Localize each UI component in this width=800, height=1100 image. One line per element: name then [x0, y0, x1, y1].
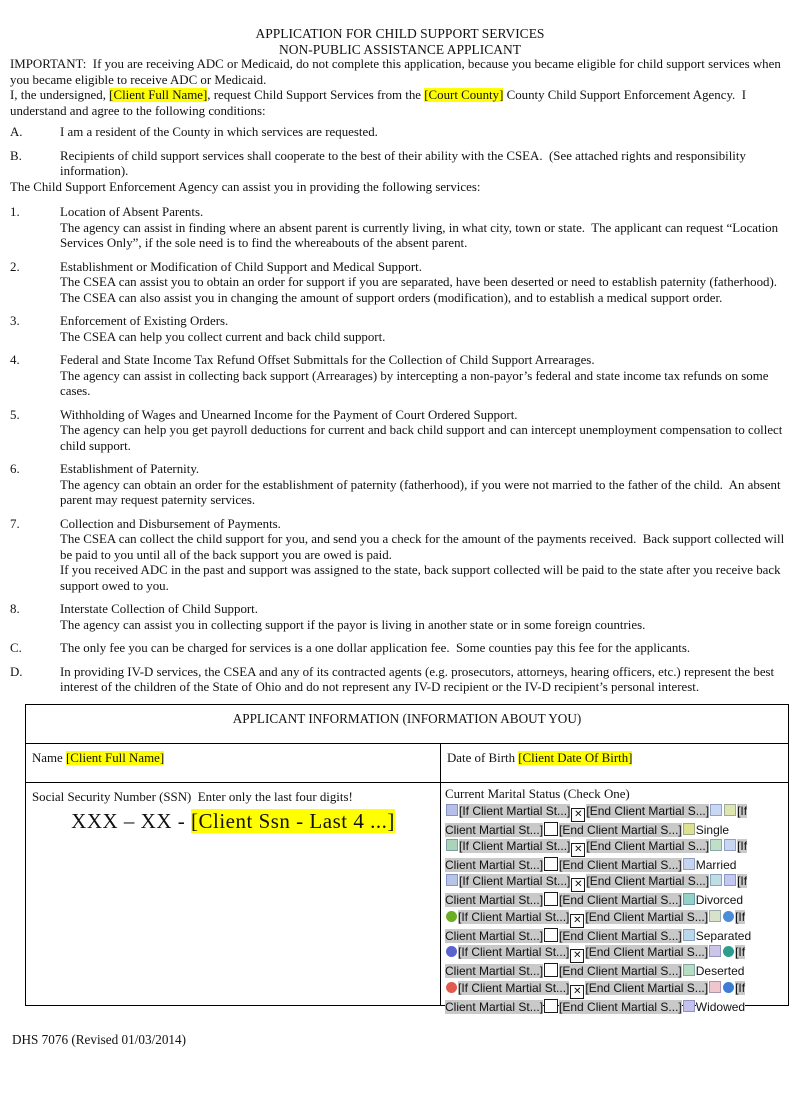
service-number: 7.	[10, 516, 20, 531]
status-dot-icon	[446, 982, 457, 993]
condition-text: The only fee you can be charged for services is a one dollar application fee. Some counties pay this fee for the applicants.	[60, 641, 691, 655]
service-body: The agency can obtain an order for the establishment of paternity (fatherhood), if you were not married to the father of the child. An absent parent may request paternity services.	[60, 477, 784, 507]
merge-field-code: [End Client Martial S...]	[585, 945, 709, 960]
ssn-value-line	[32, 809, 434, 834]
service-title: Establishment or Modification of Child Support and Medical Support.	[60, 259, 422, 274]
marital-row-divorced	[445, 873, 786, 908]
condition-item-a	[10, 125, 790, 141]
service-item-2	[10, 260, 790, 307]
status-box-icon	[683, 929, 695, 941]
undersigned-paragraph	[10, 88, 790, 119]
service-number: 8.	[10, 602, 20, 616]
merge-field-code: Client Martial St...]	[445, 822, 544, 837]
applicant-table-header: APPLICANT INFORMATION (INFORMATION ABOUT YOU)	[26, 705, 788, 744]
service-number: 1.	[10, 205, 20, 219]
marital-status-label: Separated	[695, 928, 752, 943]
marital-checkbox-checked[interactable]: ✕	[570, 985, 584, 999]
service-title: Federal and State Income Tax Refund Offset Submittals for the Collection of Child Support Arrearages.	[60, 353, 595, 367]
merge-field-code: [End Client Martial S...]	[586, 838, 710, 853]
status-box-icon	[683, 964, 695, 976]
service-number: 4.	[10, 353, 20, 367]
status-dot-icon	[723, 982, 734, 993]
name-label: Name	[32, 750, 67, 765]
condition-item-d	[10, 665, 790, 696]
condition-item-b	[10, 149, 790, 180]
service-body: The agency can assist you in collecting support if the payor is living in another state or in some foreign countries.	[60, 617, 646, 632]
client-ssn-last4-field[interactable]: [Client Ssn - Last 4 ...]	[191, 808, 395, 833]
marital-row-line	[445, 892, 786, 908]
merge-field-code: Client Martial St...]	[445, 928, 544, 943]
client-dob-field[interactable]: [Client Date Of Birth]	[518, 750, 633, 765]
service-title: Enforcement of Existing Orders.	[60, 314, 229, 328]
merge-field-code: [If	[737, 838, 748, 853]
table-row	[26, 782, 788, 1014]
service-number: 2.	[10, 259, 20, 274]
service-body: The agency can help you get payroll deductions for current and back child support and can intercept unemployment compensation to collect child support.	[60, 423, 786, 453]
marital-status-label: Married	[695, 857, 737, 872]
marital-row-line	[445, 999, 786, 1015]
merge-field-code: [End Client Martial S...]	[559, 928, 682, 943]
marital-row-line	[445, 944, 786, 963]
merge-field-code: [End Client Martial S...]	[559, 822, 682, 837]
merge-field-code: [End Client Martial S...]	[585, 909, 709, 924]
service-body: The CSEA can collect the child support for you, and send you a check for the amount of the payments received. Back support collected will be paid to you until all of the back support you are owed is paid.	[60, 532, 788, 562]
merge-field-code: [If	[735, 909, 746, 924]
marital-checkbox-unchecked[interactable]	[544, 928, 558, 942]
marital-checkbox-unchecked[interactable]	[544, 999, 558, 1013]
merge-field-code: [End Client Martial S...]	[559, 893, 682, 908]
dob-label: Date of Birth	[447, 750, 519, 765]
undersigned-text-mid: , request Child Support Services from the	[207, 88, 425, 102]
merge-field-code: [End Client Martial S...]	[585, 980, 709, 995]
page-subtitle: NON-PUBLIC ASSISTANCE APPLICANT	[279, 41, 521, 57]
status-box-icon	[724, 804, 736, 816]
condition-item-c	[10, 641, 790, 657]
service-number: 5.	[10, 407, 20, 422]
condition-text: I am a resident of the County in which services are requested.	[60, 125, 378, 139]
marital-status-title: Current Marital Status (Check One)	[445, 786, 630, 801]
marital-row-married	[445, 838, 786, 873]
service-number: 3.	[10, 314, 20, 328]
status-box-icon	[683, 858, 695, 870]
marital-checkbox-unchecked[interactable]	[544, 963, 558, 977]
service-item-1	[10, 205, 790, 252]
status-box-icon	[710, 839, 722, 851]
undersigned-text-before: I, the undersigned,	[10, 88, 110, 102]
marital-status-label: Widowed	[695, 999, 746, 1014]
merge-field-code: [If	[735, 980, 746, 995]
merge-field-code: Client Martial St...]	[445, 964, 544, 979]
marital-row-line	[445, 838, 786, 857]
ssn-label: Social Security Number (SSN) Enter only the last four digits!	[32, 789, 353, 804]
service-title: Establishment of Paternity.	[60, 462, 200, 476]
status-dot-icon	[723, 946, 734, 957]
status-box-icon	[446, 839, 458, 851]
status-box-icon	[709, 945, 721, 957]
service-item-7	[10, 517, 790, 595]
merge-field-code: Client Martial St...]	[445, 893, 544, 908]
marital-row-line	[445, 980, 786, 999]
marital-checkbox-checked[interactable]: ✕	[571, 808, 585, 822]
service-body: The CSEA can assist you to obtain an order for support if you are separated, have been deserted or need to establish paternity (fatherhood). The CSEA can also assist you in changing the amount of support orders (modification), and to establish a medical support order.	[60, 275, 784, 305]
service-title: Location of Absent Parents.	[60, 205, 204, 219]
status-box-icon	[709, 981, 721, 993]
status-box-icon	[709, 910, 721, 922]
page-title: APPLICATION FOR CHILD SUPPORT SERVICES	[255, 26, 545, 41]
marital-row-single	[445, 803, 786, 838]
condition-letter: D.	[10, 664, 23, 679]
form-number-footer: DHS 7076 (Revised 01/03/2014)	[12, 1031, 186, 1047]
condition-letter: C.	[10, 641, 22, 655]
merge-field-code: [If	[737, 874, 748, 889]
status-dot-icon	[446, 911, 457, 922]
marital-row-line	[445, 822, 786, 838]
ssn-masked-prefix: XXX – XX -	[71, 808, 191, 833]
marital-row-line	[445, 928, 786, 944]
status-dot-icon	[723, 911, 734, 922]
marital-checkbox-unchecked[interactable]	[544, 892, 558, 906]
status-dot-icon	[446, 946, 457, 957]
status-box-icon	[683, 823, 695, 835]
condition-text: In providing IV-D services, the CSEA and any of its contracted agents (e.g. prosecutors, attorneys, hearing officers, etc.) represent the best interest of the children of the State of Ohio and do not represent any IV-D recipient or the IV-D recipient’s personal interest.	[60, 664, 778, 694]
court-county-field[interactable]: [Court County]	[424, 88, 504, 102]
status-box-icon	[710, 804, 722, 816]
merge-field-code: Client Martial St...]	[445, 857, 544, 872]
marital-checkbox-checked[interactable]: ✕	[571, 843, 585, 857]
marital-row-line	[445, 803, 786, 822]
client-full-name-field[interactable]: [Client Full Name]	[66, 750, 165, 765]
service-title: Collection and Disbursement of Payments.	[60, 516, 281, 531]
merge-field-code: [If Client Martial St...]	[459, 838, 571, 853]
marital-row-line	[445, 963, 786, 979]
merge-field-code: [If Client Martial St...]	[459, 803, 571, 818]
service-title: Withholding of Wages and Unearned Income for the Payment of Court Ordered Support.	[60, 407, 518, 422]
service-number: 6.	[10, 462, 20, 476]
marital-checkbox-unchecked[interactable]	[544, 822, 558, 836]
services-intro: The Child Support Enforcement Agency can assist you in providing the following services:	[10, 179, 481, 194]
service-item-6	[10, 462, 790, 509]
marital-status-cell	[441, 783, 788, 1014]
marital-row-line	[445, 857, 786, 873]
merge-field-code: [If Client Martial St...]	[458, 945, 570, 960]
status-box-icon	[683, 1000, 695, 1012]
client-full-name-field[interactable]: [Client Full Name]	[109, 88, 208, 102]
marital-checkbox-unchecked[interactable]	[544, 857, 558, 871]
status-box-icon	[710, 874, 722, 886]
merge-field-code: [End Client Martial S...]	[559, 857, 682, 872]
condition-letter: A.	[10, 125, 23, 139]
marital-status-label: Deserted	[695, 964, 745, 979]
status-box-icon	[683, 893, 695, 905]
applicant-info-table	[25, 704, 789, 1014]
marital-checkbox-checked[interactable]: ✕	[570, 914, 584, 928]
status-box-icon	[724, 839, 736, 851]
condition-letter: B.	[10, 148, 22, 163]
merge-field-code: [If Client Martial St...]	[458, 909, 570, 924]
merge-field-code: [If Client Martial St...]	[458, 980, 570, 995]
service-body-2: If you received ADC in the past and support was assigned to the state, back support collected will be paid to the state after you receive back support owed to you.	[60, 563, 784, 593]
merge-field-code: [End Client Martial S...]	[586, 803, 710, 818]
service-item-5	[10, 408, 790, 455]
service-body: The agency can assist in collecting back support (Arrearages) by intercepting a non-payor’s federal and state income tax refunds on some cases.	[60, 368, 772, 398]
marital-checkbox-checked[interactable]: ✕	[571, 878, 585, 892]
condition-text: Recipients of child support services shall cooperate to the best of their ability with the CSEA. (See attached rights and responsibility information).	[60, 148, 750, 178]
status-box-icon	[724, 874, 736, 886]
dob-cell	[441, 744, 788, 782]
merge-field-code: [End Client Martial S...]	[559, 999, 682, 1014]
merge-field-code: Client Martial St...]	[445, 999, 544, 1014]
important-paragraph: IMPORTANT: If you are receiving ADC or Medicaid, do not complete this application, because you became eligible for child support services when you became eligible to receive ADC or Medicaid.	[10, 57, 785, 87]
status-box-icon	[446, 874, 458, 886]
status-box-icon	[446, 804, 458, 816]
table-row	[26, 744, 788, 782]
marital-status-label: Single	[695, 822, 730, 837]
service-body: The CSEA can help you collect current and back child support.	[60, 329, 386, 344]
merge-field-code: [End Client Martial S...]	[586, 874, 710, 889]
service-body: The agency can assist in finding where an absent parent is currently living, in what city, town or state. The applicant can request “Location Services Only”, if the sole need is to find the whereabouts of the absent parent.	[60, 220, 782, 250]
undersigned-text-after: County Child Support Enforcement Agency. I understand and agree to the following conditions:	[10, 88, 750, 118]
merge-field-code: [If Client Martial St...]	[459, 874, 571, 889]
marital-row-line	[445, 909, 786, 928]
marital-row-widowed	[445, 980, 786, 1015]
service-item-3	[10, 314, 790, 345]
marital-row-deserted	[445, 944, 786, 979]
service-item-4	[10, 353, 790, 400]
merge-field-code: [End Client Martial S...]	[559, 964, 682, 979]
service-title: Interstate Collection of Child Support.	[60, 602, 258, 616]
service-item-8	[10, 602, 790, 633]
marital-status-label: Divorced	[695, 893, 744, 908]
marital-row-line	[445, 873, 786, 892]
merge-field-code: [If	[735, 945, 746, 960]
ssn-cell	[26, 783, 441, 1005]
marital-rows	[445, 803, 786, 1015]
name-cell	[26, 744, 441, 782]
marital-row-separated	[445, 909, 786, 944]
merge-field-code: [If	[737, 803, 748, 818]
marital-checkbox-checked[interactable]: ✕	[570, 949, 584, 963]
